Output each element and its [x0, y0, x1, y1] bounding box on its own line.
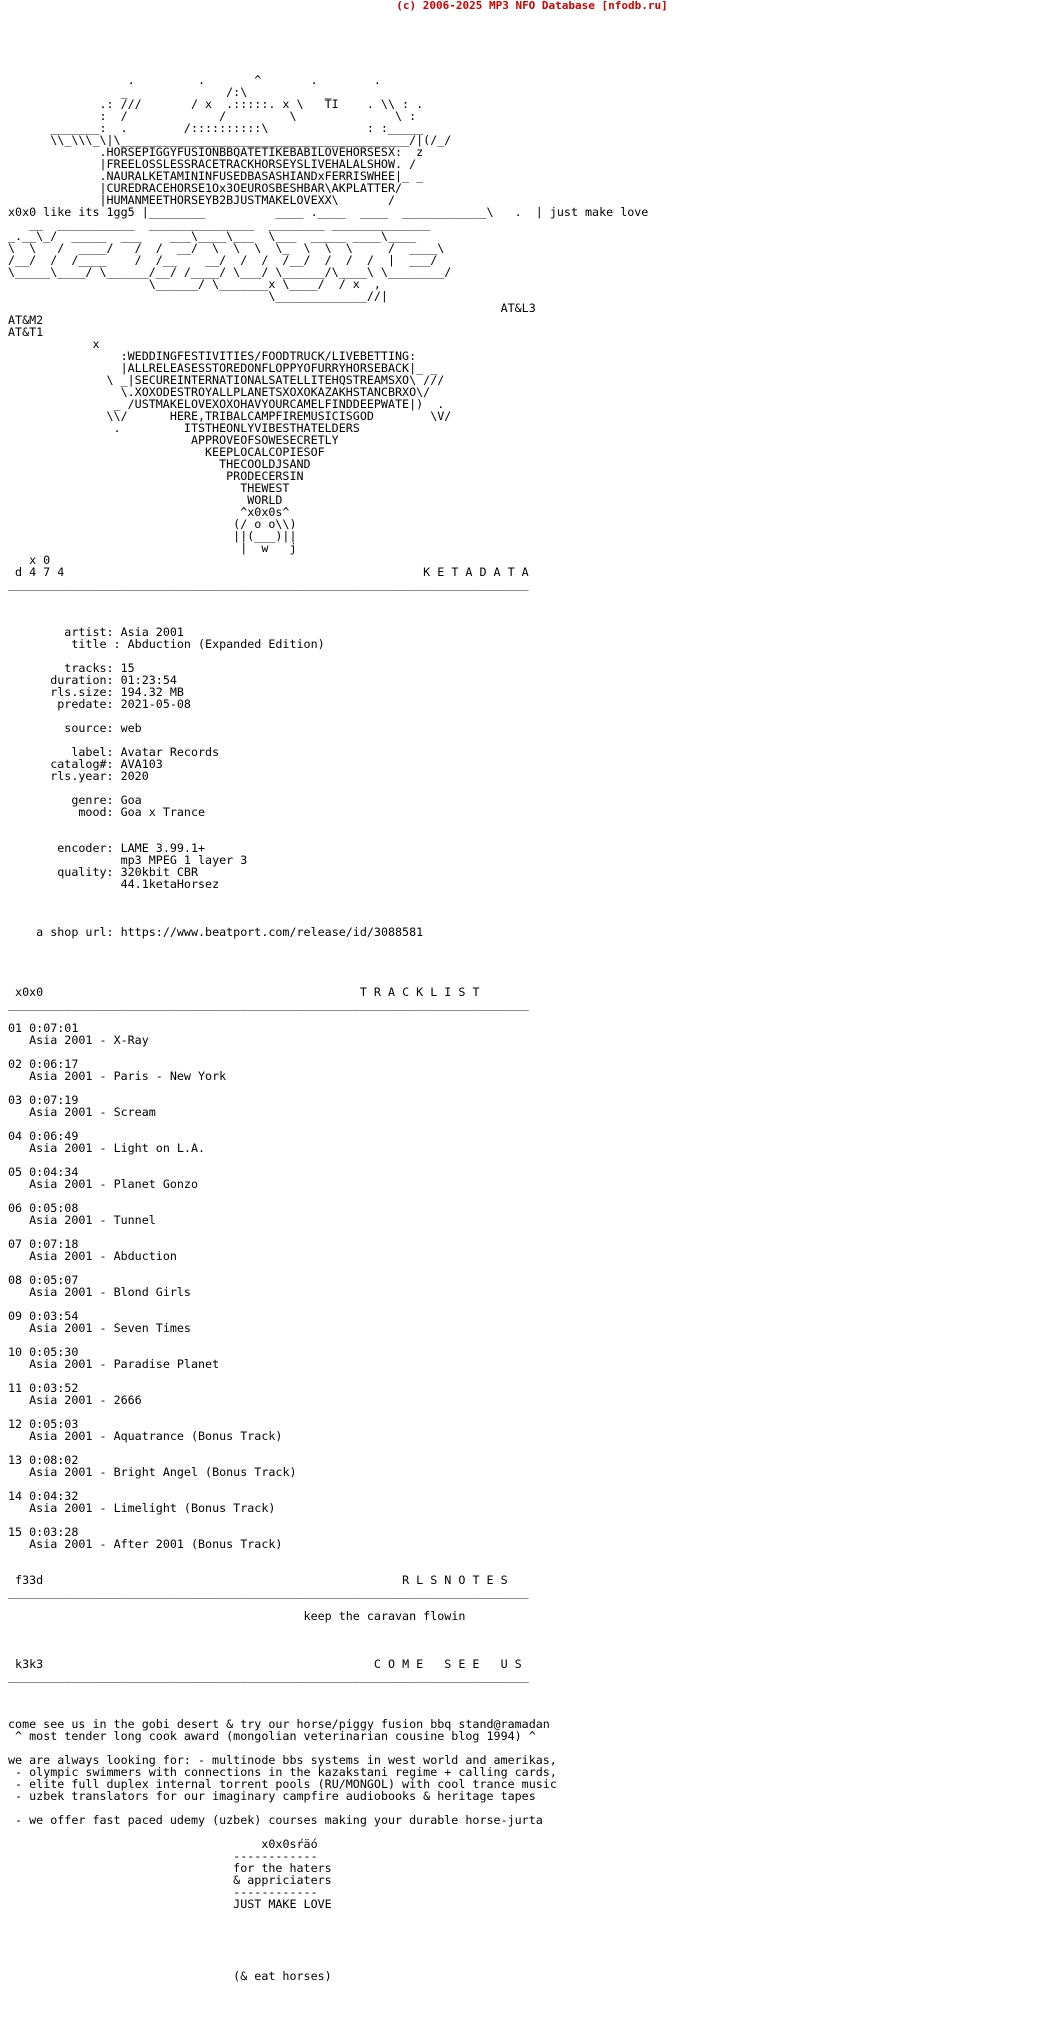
artist-value: Asia 2001 — [120, 625, 184, 639]
track-item — [8, 1417, 282, 1443]
track-title: Asia 2001 - X-Ray — [29, 1033, 149, 1047]
signature-bottom: d 4 7 4 — [8, 565, 65, 579]
track-title: Asia 2001 - 2666 — [29, 1393, 142, 1407]
track-number: 10 — [8, 1345, 23, 1359]
nfo-document: . . ^ . . _ /:\ _ .: /// / x .:::::. x \ TI . \\ : . : / / \ \ : _______: . /::::::::::\ : :_____ \\_\\\_\|\_________________________________________/|(/_/ .HORSEPIGGYFUSIONBBQATETIKEBABILOVEHORSESX: z |FREELOSSLESSRACETRACKHORSEYSLIVEHALALSHOW. / .NAURALKETAMININFUSEDBASASHIANDxFERRISWHEE|_ _ |CUREDRACEHORSE1Ox3OEUROSBESHBAR\AKPLATTER/ |HUMANMEETHORSEYB2BJUSTMAKELOVEXX\ / x0x0 like its 1gg5 |________ ____ .____ ____ ____________\ . | just make love __ ___________ _______________ ________ ______________ _.__\_/ _____ ___ ___\____\___ \___ _____ ____\____ \ \ / ____/ / / __/ \ \ \ \_ \ \ \ / ____\ /__/ / /____ / /__ __/ / / /__/ / / / | ___/ \_____\____/ \______/__/ /____/ \___/ \______/\____\ \________/ \______/ \_______x \____/ / x , \_____________//| AT&L3 AT&M2 AT&T1 x :WEDDINGFESTIVITIES/FOODTRUCK/LIVEBETTING: |ALLRELEASESSTOREDONFLOPPYOFURRYHORSEBACK|_ _ \ _|SECUREINTERNATIONALSATELLITEHQSTREAMSXO\ /// \.XOXODESTROYALLPLANETSXOXOKAZAKHSTANCBRXO\/ _ /USTMAKELOVEXOXOHAVYOURCAMELFINDDEEPWATE|) . \\/ HERE,TRIBALCAMPFIREMUSICISGOD \V/ . ITSTHEONLYVIBESTHATELDERS APPROVEOFSOWESECRETLY KEEPLOCALCOPIESOF THECOOLDJSAND PRODECERSIN THEWEST WORLD ^x0x0s^ (/ o o\\) ||(___)|| | w j x 0 d 4 7 4 K E T A D A T A __________________________________________________________________________ artist: Asia 2001 title : Abduction (Expanded Edition) tracks: 15 duration: 01:23:54 rls.size: 194.32 MB predate: 2021-05-08 source: web label: Avatar Records catalog#: AVA103 rls.year: 2020 genre: Goa mood: Goa x Trance encoder: LAME 3.99.1+ mp3 MPEG 1 layer 3 quality: 320kbit CBR 44.1ketaHorsez a shop url: https://www.beatport.com/release/id/3088581 x0x0 T R A C K L I S T __________________________________________________________________________ 01 0:07:01 Asia 2001 - X-Ray 02 0:06:17 Asia 2001 - Paris - New York 03 0:07:19 Asia 2001 - Scream 04 0:06:49 Asia 2001 - Light on L.A. 05 0:04:34 Asia 2001 - Planet Gonzo 06 0:05:08 Asia 2001 - Tunnel 07 0:07:18 Asia 2001 - Abduction 08 0:05:07 Asia 2001 - Blond Girls 09 0:03:54 Asia 2001 - Seven Times 10 0:05:30 Asia 2001 - Paradise Planet 11 0:03:52 Asia 2001 - 2666 12 0:05:03 Asia 2001 - Aquatrance (Bonus Track) 13 0:08:02 Asia 2001 - Bright Angel (Bonus Track) 14 0:04:32 Asia 2001 - Limelight (Bonus Track) 15 0:03:28 Asia 2001 - After 2001 (Bonus Track) f33d R L S N O T E S __________________________________________________________________________ keep the caravan flowin k3k3 C O M E S E E U S __________________________________________________________________________ come see us in the gobi desert & try our horse/piggy fusion bbq stand@ramadan ^ most tender long cook award (mongolian veterinarian cousine blog 1994) ^ we are always looking for: - multinode bbs systems in west world and amerikas, - olympic swimmers with connections in the kazakstani regime + calling cards, - elite full duplex internal torrent pools (RU/MONGOL) with cool trance music - uzbek translators for our imaginary campfire audiobooks & heritage tapes - we offer fast paced udemy (uzbek) courses making your durable horse-jurta x0x0sŕäó ------------ for the haters & appriciaters ------------ JUST MAKE LOVE (& eat horses) — [8, 73, 649, 1983]
track-title: Asia 2001 - Aquatrance (Bonus Track) — [29, 1429, 283, 1443]
track-title: Asia 2001 - Seven Times — [29, 1321, 191, 1335]
encoder-value: LAME 3.99.1+ — [120, 841, 206, 855]
track-title: Asia 2001 - Abduction — [29, 1249, 177, 1263]
track-duration: 0:05:30 — [29, 1345, 79, 1359]
signature-name: x0x0sŕäó — [261, 1837, 318, 1851]
track-item — [8, 1345, 219, 1371]
title-value: Abduction (Expanded Edition) — [127, 637, 325, 651]
track-duration: 0:05:08 — [29, 1201, 79, 1215]
track-duration: 0:07:01 — [29, 1021, 79, 1035]
track-title: Asia 2001 - Scream — [29, 1105, 156, 1119]
track-number: 02 — [8, 1057, 23, 1071]
ascii-logo-top: . . ^ . . _ /:\ _ .: /// / x .:::::. x \ TI . \\ : . : / / \ \ : _______: . /::::::::::\ : :_____ \\_\\\_\|\_________________________________________/|(/_/ .HORSEPIGGYFUSIONBBQATETIKEBABILOVEHORSESX: z |FREELOSSLESSRACETRACKHORSEYSLIVEHALALSHOW. / .NAURALKETAMININFUSEDBASASHIANDxFERRISWHEE|_ _ |CUREDRACEHORSE1Ox3OEUROSBESHBAR\AKPLATTER/ |HUMANMEETHORSEYB2BJUSTMAKELOVEXX\ / — [50, 73, 452, 207]
rlsnotes-tag: f33d — [15, 1573, 44, 1587]
label-value: Avatar Records — [120, 745, 220, 759]
track-number: 14 — [8, 1489, 23, 1503]
rls-year-value: 2020 — [120, 769, 149, 783]
tracklist-tag: x0x0 — [15, 985, 44, 999]
rls-note-text: keep the caravan flowin — [303, 1609, 466, 1623]
track-duration: 0:08:02 — [29, 1453, 79, 1467]
predate-value: 2021-05-08 — [120, 697, 191, 711]
track-number: 04 — [8, 1129, 23, 1143]
catalog-value: AVA103 — [120, 757, 163, 771]
looking-for-line-1: we are always looking for: - multinode bbs systems in west world and amerikas, — [8, 1753, 557, 1767]
tracklist-heading: T R A C K L I S T — [359, 985, 480, 999]
eat-horses-text: (& eat horses) — [233, 1969, 332, 1983]
track-item — [8, 1165, 198, 1191]
comesee-tag: k3k3 — [15, 1657, 44, 1671]
track-item — [8, 1201, 156, 1227]
rlsnotes-heading: R L S N O T E S — [402, 1573, 508, 1587]
quality-value: 320kbit CBR — [120, 865, 198, 879]
track-duration: 0:04:32 — [29, 1489, 79, 1503]
like-left-text: x0x0 like its 1gg5 — [8, 205, 135, 219]
track-number: 07 — [8, 1237, 23, 1251]
track-item — [8, 1525, 282, 1551]
track-number: 06 — [8, 1201, 23, 1215]
signature-dashes: ------------ — [233, 1849, 318, 1863]
comesee-heading: C O M E S E E U S — [373, 1657, 522, 1671]
track-number: 11 — [8, 1381, 23, 1395]
track-title: Asia 2001 - Bright Angel (Bonus Track) — [29, 1465, 297, 1479]
track-title: Asia 2001 - Light on L.A. — [29, 1141, 206, 1155]
track-item — [8, 1489, 275, 1515]
track-number: 01 — [8, 1021, 23, 1035]
track-item — [8, 1021, 149, 1047]
track-item — [8, 1273, 191, 1299]
track-duration: 0:07:18 — [29, 1237, 79, 1251]
track-title: Asia 2001 - Planet Gonzo — [29, 1177, 199, 1191]
like-right-text: just make love — [549, 205, 649, 219]
haters-line-1: for the haters — [233, 1861, 332, 1875]
ascii-logo-mid: __ ___________ _______________ ________ ______________ _.__\_/ _____ ___ ___\____\___ \___ _____ ____\____ \ \ / ____/ / / __/ \ \ \ \_ \ \ \ / ____\ /__/ / /____ / /__ __/ / / /__/ / / / | ___/ \_____\____/ \______/__/ /____/ \___/ \______/\____\ \________/ \______/ \_______x \____/ / x , \_____________//| — [8, 217, 452, 303]
track-duration: 0:05:07 — [29, 1273, 79, 1287]
genre-value: Goa — [120, 793, 142, 807]
track-duration: 0:06:17 — [29, 1057, 79, 1071]
track-item — [8, 1309, 191, 1335]
track-title: Asia 2001 - Limelight (Bonus Track) — [29, 1501, 276, 1515]
nfodb-copyright-header: (c) 2006-2025 MP3 NFO Database [nfodb.ru] — [396, 0, 668, 12]
track-number: 05 — [8, 1165, 23, 1179]
track-item — [8, 1057, 226, 1083]
looking-for-line-3: - elite full duplex internal torrent pools (RU/MONGOL) with cool trance music — [15, 1777, 557, 1791]
track-item — [8, 1237, 177, 1263]
signature-dashes-2: ------------ — [233, 1885, 318, 1899]
at-tags: AT&L3 AT&M2 AT&T1 — [8, 301, 536, 339]
track-title: Asia 2001 - Blond Girls — [29, 1285, 191, 1299]
rls-size-value: 194.32 MB — [120, 685, 184, 699]
just-make-love-text: JUST MAKE LOVE — [233, 1897, 332, 1911]
ascii-logo-lower: x :WEDDINGFESTIVITIES/FOODTRUCK/LIVEBETTING: |ALLRELEASESSTOREDONFLOPPYOFURRYHORSEBACK|_ _ \ _|SECUREINTERNATIONALSATELLITEHQSTREAMSXO\ /// \.XOXODESTROYALLPLANETSXOXOKAZAKHSTANCBRXO\/ _ /USTMAKELOVEXOXOHAVYOURCAMELFINDDEEPWATE|) . \\/ HERE,TRIBALCAMPFIREMUSICISGOD \V/ . ITSTHEONLYVIBESTHATELDERS APPROVEOFSOWESECRETLY KEEPLOCALCOPIESOF THECOOLDJSAND PRODECERSIN THEWEST WORLD ^x0x0s^ (/ o o\\) ||(___)|| | w j — [92, 337, 452, 555]
track-duration: 0:04:34 — [29, 1165, 79, 1179]
track-number: 12 — [8, 1417, 23, 1431]
offer-line: - we offer fast paced udemy (uzbek) courses making your durable horse-jurta — [15, 1813, 543, 1827]
encoder-format-value: mp3 MPEG 1 layer 3 — [120, 853, 248, 867]
signature-top: x 0 — [8, 553, 51, 567]
track-item — [8, 1381, 142, 1407]
track-number: 15 — [8, 1525, 23, 1539]
track-duration: 0:05:03 — [29, 1417, 79, 1431]
track-number: 08 — [8, 1273, 23, 1287]
quality-samplerate-value: 44.1ketaHorsez — [120, 877, 220, 891]
track-duration: 0:03:52 — [29, 1381, 79, 1395]
track-item — [8, 1129, 205, 1155]
track-duration: 0:03:28 — [29, 1525, 79, 1539]
track-list — [8, 1021, 297, 1551]
come-see-line-1: come see us in the gobi desert & try our horse/piggy fusion bbq stand@ramadan — [8, 1717, 550, 1731]
mood-value: Goa x Trance — [120, 805, 206, 819]
track-title: Asia 2001 - After 2001 (Bonus Track) — [29, 1537, 283, 1551]
track-number: 03 — [8, 1093, 23, 1107]
track-title: Asia 2001 - Paris - New York — [29, 1069, 227, 1083]
shop-url-link[interactable]: https://www.beatport.com/release/id/3088581 — [120, 925, 424, 939]
track-title: Asia 2001 - Paradise Planet — [29, 1357, 220, 1371]
looking-for-line-2: - olympic swimmers with connections in the kazakstani regime + calling cards, — [15, 1765, 557, 1779]
track-number: 13 — [8, 1453, 23, 1467]
duration-value: 01:23:54 — [120, 673, 177, 687]
track-title: Asia 2001 - Tunnel — [29, 1213, 156, 1227]
looking-for-line-4: - uzbek translators for our imaginary campfire audiobooks & heritage tapes — [15, 1789, 536, 1803]
track-duration: 0:06:49 — [29, 1129, 79, 1143]
track-number: 09 — [8, 1309, 23, 1323]
track-item — [8, 1093, 156, 1119]
track-duration: 0:07:19 — [29, 1093, 79, 1107]
track-duration: 0:03:54 — [29, 1309, 79, 1323]
haters-line-2: & appriciaters — [233, 1873, 332, 1887]
ketadata-heading: K E T A D A T A — [423, 565, 529, 579]
come-see-line-2: ^ most tender long cook award (mongolian veterinarian cousine blog 1994) ^ — [15, 1729, 536, 1743]
source-value: web — [120, 721, 142, 735]
track-item — [8, 1453, 297, 1479]
tracks-value: 15 — [120, 661, 135, 675]
